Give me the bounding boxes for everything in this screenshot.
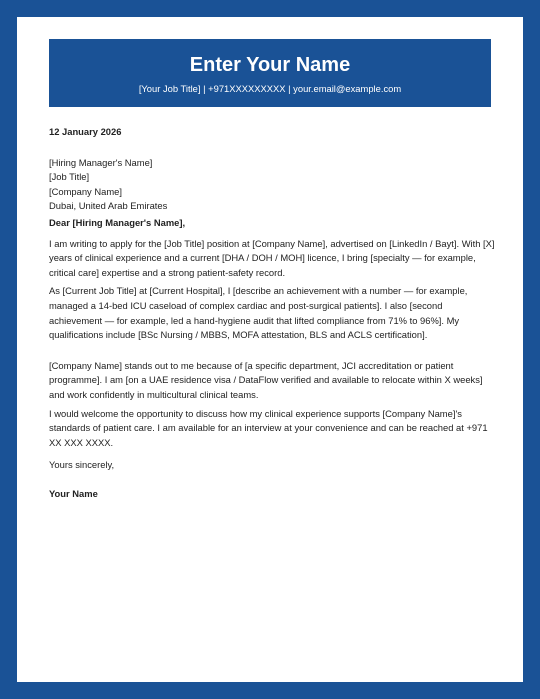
paragraph-motivation: [Company Name] stands out to me because of [a specific department, JCI accreditation or patient programme]. I am [on a UAE residence visa / DataFlow verified and available to relocate within X weeks] and work confidently in multicultural clinical teams. (49, 359, 483, 400)
letter-date: 12 January 2026 (49, 126, 122, 137)
recipient-name: [Hiring Manager's Name] (49, 156, 153, 168)
contact-line: [Your Job Title] | +971XXXXXXXXX | your.email@example.com (138, 83, 402, 94)
paragraph-closing: I would welcome the opportunity to discuss how my clinical experience supports [Company Name]'s standards of patient care. I am available for an interview at your convenience and can be reached at +971 XX XXX XXXX. (49, 407, 488, 448)
closing-phrase: Yours sincerely, (49, 459, 115, 471)
recipient-location: Dubai, United Arab Emirates (49, 200, 168, 212)
letter-page (17, 17, 523, 682)
header-banner (49, 39, 491, 107)
salutation: Dear [Hiring Manager's Name], (49, 216, 186, 228)
recipient-company: [Company Name] (49, 185, 122, 197)
letter-body (49, 125, 497, 501)
signature-name: Your Name (49, 487, 98, 499)
paragraph-achievements: As [Current Job Title] at [Current Hospital], I [describe an achievement with a number — for example, managed a 14-bed ICU caseload of complex cardiac and post-surgical patients]. I also [second achievement — for example, led a hand-hygiene audit that lifted compliance from 71% to 96%]. My qualifications include [BSc Nursing / MBBS, MOFA attestation, BLS and ACLS certification]. (49, 285, 468, 341)
recipient-title: [Job Title] (49, 171, 90, 183)
paragraph-intro: I am writing to apply for the [Job Title] position at [Company Name], advertised on [LinkedIn / Bayt]. With [X] years of clinical experience and a current [DHA / DOH / MOH] licence, I bring [specialty — for example, critical care] expertise and a strong patient-safety record. (49, 237, 495, 278)
applicant-name: Enter Your Name (189, 54, 351, 76)
